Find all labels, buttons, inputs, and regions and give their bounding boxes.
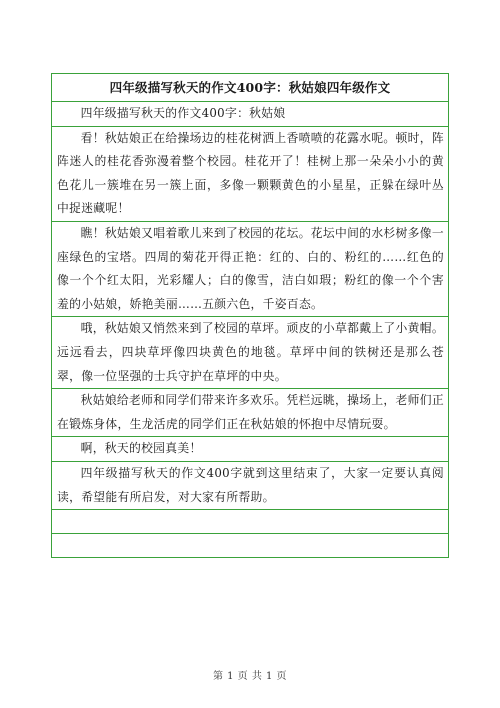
paragraph-osmanthus: 看！秋姑娘正在给操场边的桂花树洒上香喷喷的花露水呢。顿时，阵阵迷人的桂花香弥漫着整个校园。桂花开了！桂树上那一朵朵小小的黄色花儿一簇堆在另一簇上面，多像一颗颗黄色的小星星，正躲在绿叶丛中捉迷藏呢！ xyxy=(52,126,448,221)
document-table xyxy=(51,73,449,558)
paragraph-exclaim: 啊，秋天的校园真美！ xyxy=(52,436,448,461)
blank-row xyxy=(52,509,448,533)
document-title: 四年级描写秋天的作文400字：秋姑娘四年级作文 xyxy=(109,80,391,95)
paragraph-closing: 四年级描写秋天的作文400字就到这里结束了，大家一定要认真阅读，希望能有所启发，对大家有所帮助。 xyxy=(52,461,448,509)
document-subtitle: 四年级描写秋天的作文400字：秋姑娘 xyxy=(52,101,448,126)
blank-row xyxy=(52,533,448,557)
page-footer: 第 1 页 共 1 页 xyxy=(212,671,288,682)
paragraph-flowerbed: 瞧！秋姑娘又唱着歌儿来到了校园的花坛。花坛中间的水杉树多像一座绿色的宝塔。四周的菊花开得正艳：红的、白的、粉红的……红色的像一个个红太阳，光彩耀人；白的像雪，洁白如瑕；粉红的像一个个害羞的小姑娘，娇艳美丽……五颜六色，千姿百态。 xyxy=(52,221,448,316)
paragraph-lawn: 哦，秋姑娘又悄然来到了校园的草坪。顽皮的小草都戴上了小黄帽。远远看去，四块草坪像四块黄色的地毯。草坪中间的铁树还是那么苍翠，像一位坚强的士兵守护在草坪的中央。 xyxy=(52,316,448,388)
paragraph-joy: 秋姑娘给老师和同学们带来许多欢乐。凭栏远眺，操场上，老师们正在锻炼身体，生龙活虎的同学们正在秋姑娘的怀抱中尽情玩耍。 xyxy=(52,388,448,436)
